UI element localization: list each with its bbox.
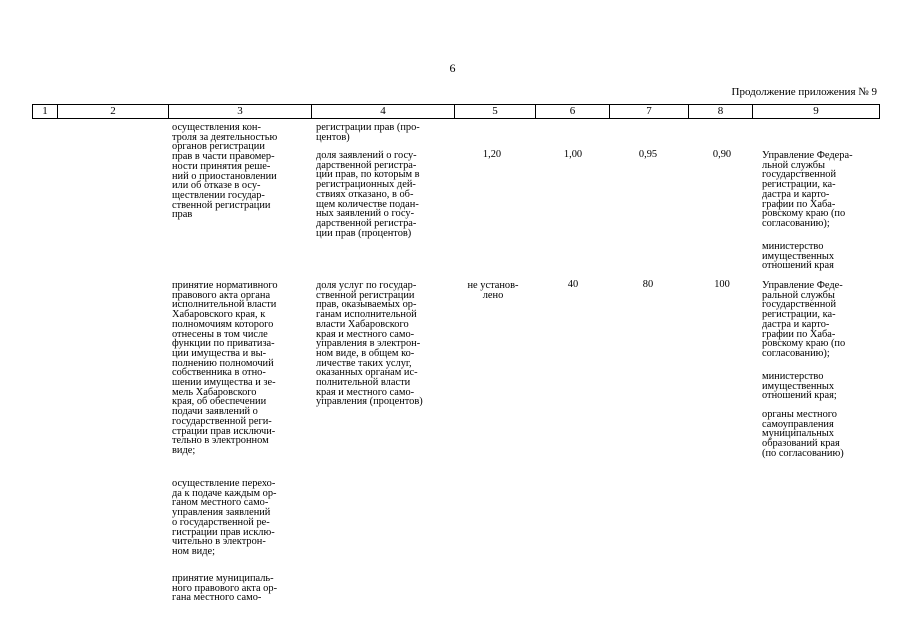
text-line: государственной [762, 169, 837, 181]
text-line: ственной регистрации [172, 199, 271, 211]
text-line: полнительной власти [316, 377, 411, 389]
text-line: образований края [762, 438, 840, 450]
text-line: доля заявлений о госу- [316, 150, 417, 161]
text-line: осуществления кон- [172, 122, 261, 133]
text-line: отношений края; [762, 390, 837, 402]
text-line: троля за деятельностью [172, 131, 278, 143]
text-line: ности принятия реше- [172, 160, 271, 172]
text-line: дарственной регистра- [316, 159, 417, 171]
text-line: ном виде; [172, 545, 215, 557]
row2-measure-text-3 [172, 574, 277, 603]
text-line: ции прав, по которым в [316, 169, 420, 181]
text-line: подачи заявлений о [172, 406, 258, 418]
text-line: имущественных [762, 380, 835, 392]
text-line: управления в электрон- [316, 338, 421, 350]
text-line: чительно в электрон- [172, 536, 266, 548]
row1-col6-value: 1,00 [563, 149, 583, 160]
text-line: регистрации, ка- [762, 309, 836, 321]
text-line: полнению полномочий [172, 357, 274, 369]
row1-responsible-1 [762, 151, 853, 229]
text-line: отнесены в том числе [172, 328, 268, 340]
text-line: ции прав (процентов) [316, 227, 412, 239]
text-line: края и местного само- [316, 328, 415, 340]
text-line: принятие муниципаль- [172, 573, 274, 584]
text-line: осуществление перехо- [172, 478, 276, 489]
text-line: ного правового акта ор- [172, 582, 278, 594]
row2-responsible-2 [762, 372, 837, 401]
text-line: согласованию); [762, 347, 830, 359]
column-number: 9 [753, 105, 880, 119]
text-line: ственной регистрации [316, 289, 415, 301]
text-line: ний о приостановлении [172, 170, 277, 182]
row1-col7-value: 0,95 [638, 149, 658, 160]
row2-col8-value: 100 [714, 279, 730, 290]
text-line: регистрационных дей- [316, 179, 416, 191]
text-line: принятие нормативного [172, 280, 278, 291]
row1-indicator-continuation [316, 123, 420, 142]
text-line: самоуправления [762, 418, 834, 430]
text-line: ровскому краю (по [762, 208, 846, 220]
text-line: ции имущества и вы- [172, 347, 267, 359]
text-line: графии по Хаба- [762, 328, 836, 340]
text-line: страции прав исключи- [172, 425, 276, 437]
text-line: министерство [762, 241, 824, 252]
row2-measure-text-1 [172, 281, 278, 456]
text-line: гистрации прав исклю- [172, 526, 275, 538]
text-line: ном виде, в общем ко- [316, 347, 415, 359]
text-line: имущественных [762, 250, 835, 262]
text-line: согласованию); [762, 217, 830, 229]
row1-measure-text [172, 123, 277, 220]
row2-col5-value [458, 281, 528, 300]
text-line: прав в части правомер- [172, 151, 275, 163]
text-line: о государственной ре- [172, 516, 270, 528]
row2-responsible-1 [762, 281, 845, 359]
text-line: виде; [172, 444, 196, 456]
row1-indicator-text [316, 151, 420, 238]
text-line: правового акта органа [172, 289, 271, 301]
text-line: щем количестве подан- [316, 198, 419, 210]
text-line: управления заявлений [172, 507, 271, 519]
text-line: функции по приватиза- [172, 338, 275, 350]
column-number: 3 [169, 105, 312, 119]
text-line: органы местного [762, 409, 837, 420]
row2-col6-value: 40 [567, 279, 579, 290]
text-line: прав, оказываемых ор- [316, 299, 417, 311]
text-line: регистрации прав (про- [316, 122, 420, 133]
row2-measure-text-2 [172, 479, 277, 557]
text-line: тельно в электронном [172, 435, 269, 447]
text-line: власти Хабаровского [316, 318, 409, 330]
text-line: государственной реги- [172, 415, 272, 427]
text-line: да к подаче каждым ор- [172, 487, 277, 499]
text-line: центов) [316, 131, 350, 143]
text-line: ганам исполнительной [316, 309, 417, 321]
text-line: края, об обеспечении [172, 396, 267, 408]
text-line: Хабаровского края, к [172, 309, 266, 321]
text-line: государственной [762, 299, 837, 311]
column-number: 8 [689, 105, 753, 119]
text-line: ганом местного само- [172, 497, 269, 509]
text-line: мель Хабаровского [172, 386, 257, 398]
text-line: графии по Хаба- [762, 198, 836, 210]
page-number: 6 [449, 61, 456, 75]
text-line: ных заявлений о госу- [316, 208, 415, 220]
text-line: дастра и карто- [762, 318, 830, 330]
text-line: льной службы [762, 159, 826, 171]
column-number: 7 [610, 105, 689, 119]
column-number: 2 [58, 105, 169, 119]
column-number: 4 [312, 105, 455, 119]
text-line: регистрации, ка- [762, 179, 836, 191]
text-line: полномочиям которого [172, 318, 274, 330]
column-number-header [32, 104, 880, 119]
text-line: шении имущества и зе- [172, 377, 276, 389]
text-line: оказанных органам ис- [316, 367, 418, 379]
text-line: отношений края [762, 260, 834, 272]
text-line: доля услуг по государ- [316, 280, 417, 291]
text-line: дастра и карто- [762, 188, 830, 200]
text-line: (по согласованию) [762, 447, 844, 459]
column-number: 1 [33, 105, 58, 119]
row2-responsible-3 [762, 410, 844, 459]
text-line: исполнительной власти [172, 299, 277, 311]
text-line: органов регистрации [172, 141, 265, 153]
row1-col8-value: 0,90 [712, 149, 732, 160]
continuation-label: Продолжение приложения № 9 [731, 86, 877, 98]
text-line: Управление Федера- [762, 150, 853, 161]
text-line: дарственной регистра- [316, 217, 417, 229]
text-line: Управление Феде- [762, 280, 843, 291]
text-line: ществлении государ- [172, 189, 265, 201]
text-line: ровскому краю (по [762, 338, 846, 350]
text-line: личестве таких услуг, [316, 357, 412, 369]
text-line: края и местного само- [316, 386, 415, 398]
row2-col7-value: 80 [642, 279, 654, 290]
text-line: ральной службы [762, 289, 835, 301]
text-line: не установ- [467, 280, 519, 291]
column-number: 6 [536, 105, 610, 119]
text-line: гана местного само- [172, 592, 262, 604]
text-line: или об отказе в осу- [172, 180, 261, 192]
column-number: 5 [455, 105, 536, 119]
text-line: ствиях отказано, в об- [316, 188, 414, 200]
text-line: управления (процентов) [316, 396, 423, 408]
text-line: министерство [762, 371, 824, 382]
row1-responsible-2 [762, 242, 834, 271]
text-line: прав [172, 209, 193, 221]
text-line: лено [482, 289, 504, 301]
text-line: муниципальных [762, 428, 834, 440]
text-line: собственника в отно- [172, 367, 266, 379]
row2-indicator-text [316, 281, 423, 407]
row1-col5-value: 1,20 [482, 149, 502, 160]
